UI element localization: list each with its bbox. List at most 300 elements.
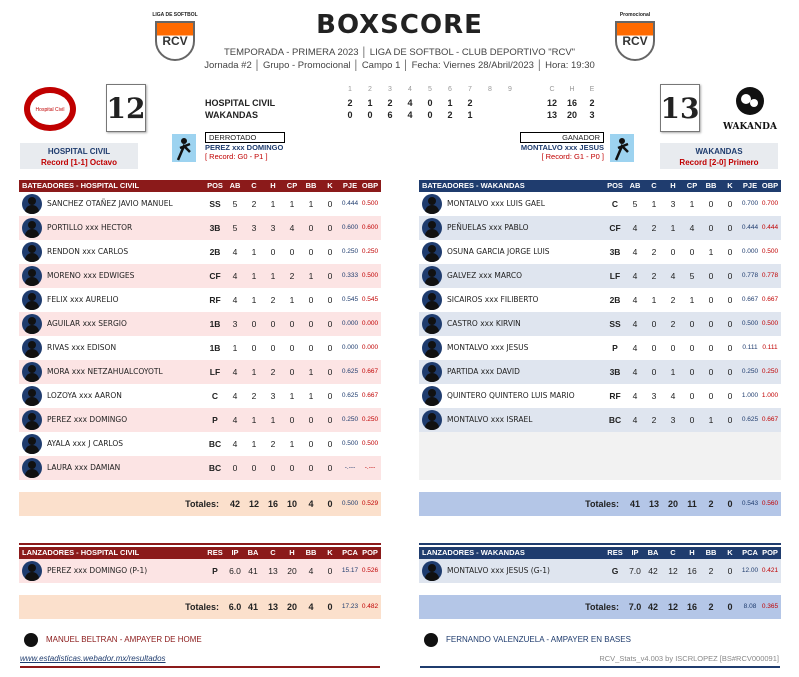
bases-umpire: FERNANDO VALENZUELA - AMPAYER EN BASES — [424, 633, 631, 647]
stat-c: 1 — [251, 247, 257, 257]
player-avatar-icon — [422, 561, 442, 581]
player-name: FELIX xxx AURELIO — [47, 295, 119, 304]
stat-obp: 0.600 — [361, 224, 379, 231]
stat-k: 0 — [327, 415, 333, 425]
away-pitching-table — [419, 543, 781, 619]
linescore-away-team: WAKANDAS — [205, 110, 258, 120]
losing-pitcher: DERROTADO PEREZ xxx DOMINGO [ Record: G0 - P1 ] — [205, 133, 284, 161]
stat-pje: 0.545 — [341, 296, 359, 303]
stat-cp: 1 — [289, 439, 295, 449]
stat-pos: 2B — [609, 295, 621, 305]
player-avatar-icon — [422, 314, 442, 334]
stat-ab: 5 — [232, 199, 238, 209]
stat-pos: BC — [608, 415, 622, 425]
stat-k: 0 — [727, 319, 733, 329]
league-logo: LIGA DE SOFTBOL RCV — [145, 12, 205, 61]
winning-pitcher-icon — [610, 134, 634, 162]
stat-cp: 5 — [689, 271, 695, 281]
stat-k: 0 — [727, 247, 733, 257]
table-row — [19, 432, 381, 456]
stat-k: 0 — [327, 463, 333, 473]
stat-c: 2 — [251, 199, 257, 209]
stat-obp: 0.667 — [361, 368, 379, 375]
away-batting-table — [419, 180, 781, 516]
player-name: SICAIROS xxx FILIBERTO — [447, 295, 539, 304]
table-row — [419, 264, 781, 288]
stat-pos: 3B — [209, 223, 221, 233]
stat-ab: 4 — [632, 391, 638, 401]
stat-ab: 4 — [232, 391, 238, 401]
stat-pos: BC — [208, 463, 222, 473]
stat-bb: 0 — [308, 319, 314, 329]
stat-bb: 1 — [708, 415, 714, 425]
empty-row — [419, 456, 781, 480]
player-avatar-icon — [422, 218, 442, 238]
stat-k: 0 — [727, 223, 733, 233]
player-name: PORTILLO xxx HECTOR — [47, 223, 133, 232]
stat-k: 0 — [327, 271, 333, 281]
stat-pos: P — [212, 415, 218, 425]
stat-obp: 0.545 — [361, 296, 379, 303]
player-name: MONTALVO xxx LUIS GAEL — [447, 199, 545, 208]
umpire-icon — [24, 633, 38, 647]
stat-pje: 0.500 — [341, 440, 359, 447]
stat-ab: 4 — [632, 319, 638, 329]
stat-ab: 4 — [232, 247, 238, 257]
home-pitching-header: LANZADORES - HOSPITAL CIVIL RES IP BA C H BB K PCA POP — [19, 547, 381, 559]
player-avatar-icon — [422, 362, 442, 382]
stat-ab: 5 — [632, 199, 638, 209]
stat-pje: 0.625 — [741, 416, 759, 423]
stat-obp: 0.500 — [361, 272, 379, 279]
table-row — [419, 408, 781, 432]
stat-obp: 0.250 — [361, 248, 379, 255]
home-pitching-table — [19, 543, 381, 619]
player-name: MONTALVO xxx JESUS — [447, 343, 529, 352]
player-name: OSUNA GARCIA JORGE LUIS — [447, 247, 550, 256]
player-name: CASTRO xxx KIRVIN — [447, 319, 521, 328]
stat-h: 1 — [270, 271, 276, 281]
stat-h: 2 — [270, 439, 276, 449]
table-row — [19, 216, 381, 240]
stat-h: 2 — [270, 367, 276, 377]
stat-pje: 0.600 — [341, 224, 359, 231]
stat-h: 0 — [670, 247, 676, 257]
stat-obp: 0.500 — [361, 440, 379, 447]
stat-k: 0 — [327, 199, 333, 209]
player-avatar-icon — [22, 386, 42, 406]
stat-obp: 0.000 — [361, 344, 379, 351]
stat-obp: 0.667 — [761, 296, 779, 303]
stat-obp: 0.778 — [761, 272, 779, 279]
stat-h: 2 — [670, 319, 676, 329]
home-batting-totals: Totales: 42 12 16 10 4 0 0.500 0.529 — [19, 492, 381, 516]
table-row — [19, 456, 381, 480]
player-name: RENDON xxx CARLOS — [47, 247, 129, 256]
stat-pos: 1B — [209, 343, 221, 353]
player-avatar-icon — [22, 338, 42, 358]
stat-pje: 0.700 — [741, 200, 759, 207]
away-score: 13 — [660, 84, 700, 132]
stat-ab: 4 — [632, 367, 638, 377]
stat-ab: 0 — [232, 463, 238, 473]
player-avatar-icon — [422, 386, 442, 406]
stat-c: 2 — [651, 223, 657, 233]
stat-pje: 0.000 — [741, 248, 759, 255]
stat-cp: 0 — [289, 343, 295, 353]
stat-bb: 1 — [708, 247, 714, 257]
stat-bb: 0 — [708, 199, 714, 209]
stat-obp: 0.500 — [361, 200, 379, 207]
stat-obp: -.--- — [364, 464, 376, 471]
stat-h: 2 — [670, 295, 676, 305]
stat-k: 0 — [727, 199, 733, 209]
stat-pje: 0.500 — [741, 320, 759, 327]
stat-pje: 0.000 — [341, 320, 359, 327]
table-row — [419, 360, 781, 384]
stat-bb: 1 — [308, 367, 314, 377]
stat-h: 3 — [270, 391, 276, 401]
stat-cp: 0 — [689, 247, 695, 257]
away-pitching-totals: Totales: 7.0 42 12 16 2 0 8.08 0.365 — [419, 595, 781, 619]
stat-obp: 0.500 — [761, 320, 779, 327]
stat-bb: 0 — [308, 295, 314, 305]
stat-c: 1 — [651, 199, 657, 209]
stat-ab: 4 — [632, 415, 638, 425]
table-row — [19, 360, 381, 384]
stat-ab: 4 — [232, 271, 238, 281]
away-batting-totals: Totales: 41 13 20 11 2 0 0.543 0.560 — [419, 492, 781, 516]
stat-pje: 0.667 — [741, 296, 759, 303]
stat-h: 4 — [670, 271, 676, 281]
stat-k: 0 — [727, 271, 733, 281]
table-row — [419, 384, 781, 408]
stat-pos: CF — [209, 271, 221, 281]
stat-k: 0 — [327, 319, 333, 329]
stat-k: 0 — [327, 439, 333, 449]
stat-c: 2 — [651, 247, 657, 257]
stat-c: 2 — [651, 271, 657, 281]
table-row: PEREZ xxx DOMINGO (P-1) P 6.0 41 13 20 4 0 15.17 0.526 — [19, 559, 381, 583]
player-name: LOZOYA xxx AARON — [47, 391, 122, 400]
stat-bb: 0 — [308, 247, 314, 257]
stat-ab: 4 — [232, 415, 238, 425]
stat-pos: BC — [208, 439, 222, 449]
stat-obp: 1.000 — [761, 392, 779, 399]
stat-pos: 1B — [209, 319, 221, 329]
hospital-civil-logo-text: Hospital Civil — [35, 107, 65, 113]
stat-c: 3 — [651, 391, 657, 401]
player-avatar-icon — [22, 434, 42, 454]
stat-bb: 1 — [308, 271, 314, 281]
stat-pos: 3B — [609, 247, 621, 257]
table-row — [419, 216, 781, 240]
player-avatar-icon — [22, 561, 42, 581]
stat-c: 1 — [251, 271, 257, 281]
stat-k: 0 — [727, 367, 733, 377]
stat-pos: RF — [209, 295, 221, 305]
stat-h: 2 — [270, 295, 276, 305]
table-row — [19, 336, 381, 360]
table-row — [19, 312, 381, 336]
player-avatar-icon — [422, 338, 442, 358]
stat-cp: 1 — [289, 295, 295, 305]
stat-obp: 0.250 — [361, 416, 379, 423]
table-row — [19, 264, 381, 288]
player-name: RIVAS xxx EDISON — [47, 343, 117, 352]
stat-pje: 0.625 — [341, 392, 359, 399]
table-row — [19, 384, 381, 408]
stat-cp: 0 — [689, 415, 695, 425]
stat-c: 2 — [651, 415, 657, 425]
stat-bb: 0 — [708, 295, 714, 305]
stat-c: 1 — [251, 295, 257, 305]
player-avatar-icon — [22, 362, 42, 382]
player-name: PEREZ xxx DOMINGO — [47, 415, 128, 424]
player-name: PEÑUELAS xxx PABLO — [447, 223, 529, 232]
player-name: MONTALVO xxx ISRAEL — [447, 415, 533, 424]
player-avatar-icon — [22, 314, 42, 334]
player-avatar-icon — [422, 242, 442, 262]
stat-ab: 4 — [232, 367, 238, 377]
results-link[interactable]: www.estadisticas.webador.mx/resultados — [20, 654, 166, 663]
stat-bb: 0 — [308, 463, 314, 473]
version-label: RCV_Stats_v4.003 by ISCRLOPEZ [BS#RCV000091] — [599, 654, 779, 663]
stat-k: 0 — [727, 415, 733, 425]
winning-pitcher: GANADOR MONTALVO xxx JESUS [ Record: G1 - P0 ] — [520, 133, 604, 161]
page-title: BOXSCORE — [316, 10, 483, 40]
player-avatar-icon — [22, 266, 42, 286]
stat-k: 0 — [327, 223, 333, 233]
stat-pos: SS — [209, 199, 221, 209]
stat-obp: 0.444 — [761, 224, 779, 231]
stat-cp: 1 — [689, 295, 695, 305]
home-score: 12 — [106, 84, 146, 132]
stat-c: 0 — [651, 319, 657, 329]
stat-pje: 0.250 — [741, 368, 759, 375]
group-logo: Promocional RCV — [605, 12, 665, 61]
stat-h: 0 — [670, 343, 676, 353]
stat-c: 1 — [251, 415, 257, 425]
stat-c: 0 — [251, 463, 257, 473]
stat-pos: LF — [209, 367, 221, 377]
stat-ab: 4 — [232, 295, 238, 305]
stat-h: 1 — [270, 415, 276, 425]
table-row — [419, 336, 781, 360]
stat-pos: RF — [609, 391, 621, 401]
stat-bb: 1 — [308, 199, 314, 209]
stat-obp: 0.000 — [361, 320, 379, 327]
stat-cp: 1 — [689, 199, 695, 209]
stat-bb: 0 — [308, 223, 314, 233]
stat-c: 1 — [651, 295, 657, 305]
stat-k: 0 — [327, 367, 333, 377]
stat-bb: 0 — [708, 223, 714, 233]
stat-pje: 1.000 — [741, 392, 759, 399]
linescore-home-team: HOSPITAL CIVIL — [205, 98, 276, 108]
stat-c: 0 — [651, 343, 657, 353]
player-name: MORA xxx NETZAHUALCOYOTL — [47, 367, 163, 376]
stat-c: 0 — [251, 319, 257, 329]
losing-pitcher-icon — [172, 134, 196, 162]
home-batting-table — [19, 180, 381, 516]
stat-obp: 0.111 — [762, 344, 778, 351]
stat-ab: 5 — [232, 223, 238, 233]
stat-c: 1 — [251, 439, 257, 449]
stat-pje: -.--- — [344, 464, 356, 471]
table-row — [19, 240, 381, 264]
stat-obp: 0.667 — [761, 416, 779, 423]
player-name: QUINTERO QUINTERO LUIS MARIO — [447, 391, 575, 400]
stat-cp: 0 — [689, 391, 695, 401]
stat-pje: 0.778 — [741, 272, 759, 279]
stat-cp: 0 — [289, 367, 295, 377]
stat-cp: 0 — [289, 463, 295, 473]
stat-pos: 3B — [609, 367, 621, 377]
player-name: AGUILAR xxx SERGIO — [47, 319, 127, 328]
home-pitching-totals: Totales: 6.0 41 13 20 4 0 17.23 0.482 — [19, 595, 381, 619]
stat-bb: 0 — [308, 439, 314, 449]
stat-c: 2 — [251, 391, 257, 401]
table-row — [19, 288, 381, 312]
stat-pos: SS — [609, 319, 621, 329]
stat-ab: 4 — [632, 247, 638, 257]
stat-bb: 0 — [708, 367, 714, 377]
stat-pje: 0.444 — [341, 200, 359, 207]
stat-cp: 4 — [289, 223, 295, 233]
stat-pos: LF — [609, 271, 621, 281]
stat-c: 1 — [251, 367, 257, 377]
stat-bb: 0 — [308, 415, 314, 425]
stat-cp: 0 — [289, 319, 295, 329]
stat-ab: 3 — [232, 319, 238, 329]
player-name: GALVEZ xxx MARCO — [447, 271, 522, 280]
table-row — [419, 312, 781, 336]
player-avatar-icon — [422, 410, 442, 430]
stat-bb: 0 — [708, 319, 714, 329]
stat-cp: 4 — [689, 223, 695, 233]
stat-ab: 4 — [232, 439, 238, 449]
hospital-civil-logo — [22, 85, 78, 141]
wakanda-logo — [722, 85, 778, 141]
stat-pos: CF — [609, 223, 621, 233]
stat-pje: 0.000 — [341, 344, 359, 351]
stat-cp: 2 — [289, 271, 295, 281]
stat-k: 0 — [327, 391, 333, 401]
stat-pos: P — [612, 343, 618, 353]
stat-cp: 1 — [289, 199, 295, 209]
stat-ab: 4 — [632, 223, 638, 233]
player-avatar-icon — [22, 290, 42, 310]
player-avatar-icon — [422, 266, 442, 286]
away-batting-header: BATEADORES - WAKANDAS POS AB C H CP BB K PJE OBP — [419, 180, 781, 192]
stat-pje: 0.333 — [341, 272, 359, 279]
stat-bb: 0 — [708, 271, 714, 281]
away-team-box: WAKANDAS Record [2-0] Primero — [660, 143, 778, 169]
stat-bb: 0 — [708, 391, 714, 401]
home-umpire: MANUEL BELTRAN - AMPAYER DE HOME — [24, 633, 202, 647]
stat-cp: 0 — [289, 415, 295, 425]
stat-ab: 1 — [232, 343, 238, 353]
linescore: 1 2 3 4 5 6 7 8 9 C H E HOSPITAL CIVIL 2 1 2 4 0 1 2 12 16 2 WAKANDAS 0 0 6 4 0 2 1 13 20 3 — [205, 86, 595, 120]
stat-bb: 0 — [708, 343, 714, 353]
stat-k: 0 — [327, 247, 333, 257]
away-pitching-header: LANZADORES - WAKANDAS RES IP BA C H BB K PCA POP — [419, 547, 781, 559]
stat-c: 0 — [251, 343, 257, 353]
stat-ab: 4 — [632, 295, 638, 305]
player-avatar-icon — [22, 242, 42, 262]
stat-pje: 0.444 — [741, 224, 759, 231]
stat-k: 0 — [727, 295, 733, 305]
stat-h: 0 — [270, 247, 276, 257]
stat-h: 4 — [670, 391, 676, 401]
player-name: PARTIDA xxx DAVID — [447, 367, 520, 376]
stat-pje: 0.625 — [341, 368, 359, 375]
stat-k: 0 — [327, 343, 333, 353]
player-name: LAURA xxx DAMIAN — [47, 463, 121, 472]
table-row — [419, 288, 781, 312]
stat-pje: 0.250 — [341, 248, 359, 255]
player-avatar-icon — [22, 410, 42, 430]
stat-ab: 4 — [632, 271, 638, 281]
stat-obp: 0.700 — [761, 200, 779, 207]
stat-h: 0 — [270, 463, 276, 473]
home-batting-header: BATEADORES - HOSPITAL CIVIL POS AB C H CP BB K PJE OBP — [19, 180, 381, 192]
stat-pos: C — [211, 391, 219, 401]
stat-cp: 1 — [289, 391, 295, 401]
season-line: TEMPORADA - PRIMERA 2023 │ LIGA DE SOFTBOL - CLUB DEPORTIVO "RCV" — [223, 47, 576, 58]
table-row — [419, 240, 781, 264]
home-team-box: HOSPITAL CIVIL Record [1-1] Octavo — [20, 143, 138, 169]
stat-pos: C — [611, 199, 619, 209]
stat-h: 1 — [670, 367, 676, 377]
player-avatar-icon — [422, 290, 442, 310]
player-name: AYALA xxx J CARLOS — [47, 439, 123, 448]
stat-h: 3 — [670, 199, 676, 209]
stat-h: 1 — [670, 223, 676, 233]
stat-c: 0 — [651, 367, 657, 377]
game-info-line: Jornada #2 │ Grupo - Promocional │ Campo 1 │ Fecha: Viernes 28/Abril/2023 │ Hora: 19:30 — [204, 60, 595, 71]
stat-cp: 0 — [289, 247, 295, 257]
stat-obp: 0.250 — [761, 368, 779, 375]
stat-c: 3 — [251, 223, 257, 233]
player-avatar-icon — [22, 194, 42, 214]
stat-h: 3 — [670, 415, 676, 425]
stat-ab: 4 — [632, 343, 638, 353]
player-name: SANCHEZ OTAÑEZ JAVIO MANUEL — [47, 199, 173, 208]
stat-h: 3 — [270, 223, 276, 233]
stat-k: 0 — [727, 391, 733, 401]
stat-bb: 1 — [308, 391, 314, 401]
footer-rule — [20, 666, 380, 668]
stat-obp: 0.500 — [761, 248, 779, 255]
player-name: MORENO xxx EDWIGES — [47, 271, 135, 280]
player-avatar-icon — [422, 194, 442, 214]
table-row: MONTALVO xxx JESUS (G-1) G 7.0 42 12 16 2 0 12.00 0.421 — [419, 559, 781, 583]
table-row — [419, 192, 781, 216]
table-row — [19, 192, 381, 216]
stat-cp: 0 — [689, 319, 695, 329]
stat-h: 0 — [270, 343, 276, 353]
stat-k: 0 — [327, 295, 333, 305]
stat-pje: 0.250 — [341, 416, 359, 423]
stat-cp: 0 — [689, 343, 695, 353]
stat-k: 0 — [727, 343, 733, 353]
stat-pos: 2B — [209, 247, 221, 257]
stat-cp: 0 — [689, 367, 695, 377]
footer-rule — [420, 666, 780, 668]
stat-pje: 0.111 — [742, 344, 758, 351]
